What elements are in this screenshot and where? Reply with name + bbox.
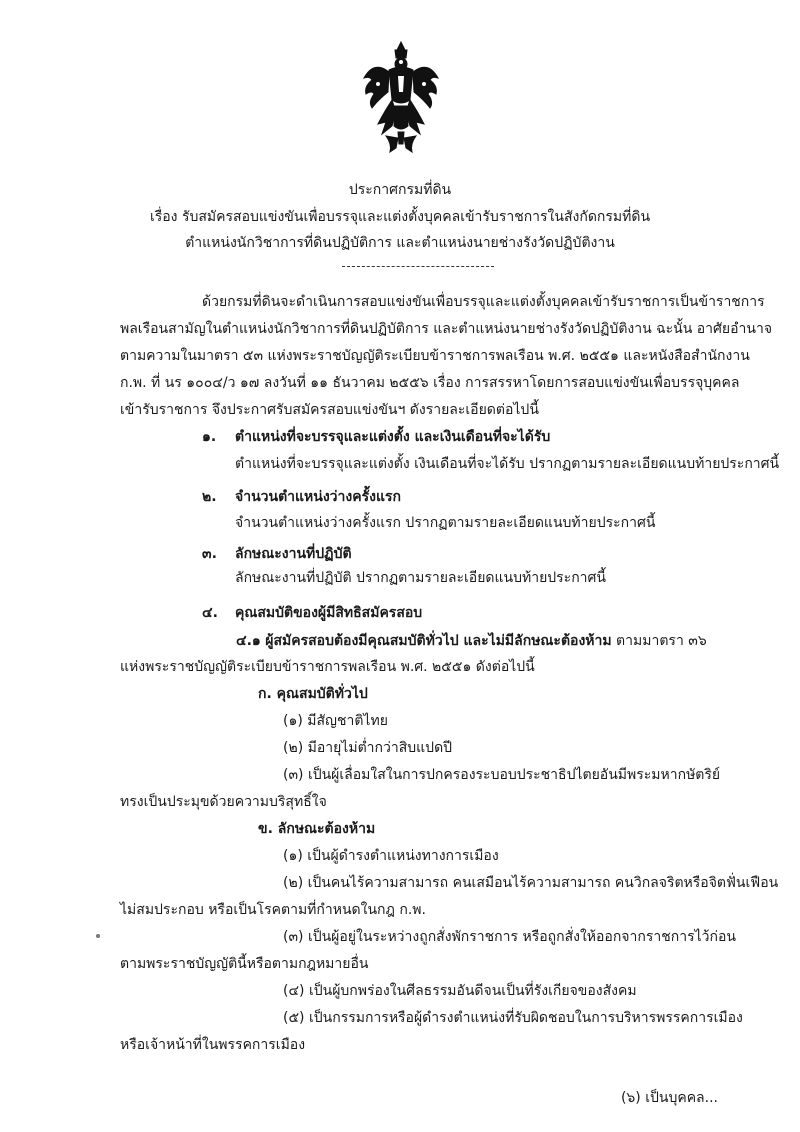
garuda-emblem-icon [362,40,440,160]
prohibition-item-3: (๓) เป็นผู้อยู่ในระหว่างถูกสั่งพักราชการ หรือถูกสั่งให้ออกจากราชการไว้ก่อน [283,929,736,945]
section-1-heading: ตำแหน่งที่จะบรรจุและแต่งตั้ง และเงินเดือนที่จะได้รับ [235,429,551,445]
announcement-title: ประกาศกรมที่ดิน [348,182,452,198]
prohibition-item-5: (๕) เป็นกรรมการหรือผู้ดำรงตำแหน่งที่รับผิดชอบในการบริหารพรรคการเมือง [283,1010,743,1026]
prohibitions-heading: ข. ลักษณะต้องห้าม [258,821,376,837]
general-item-3: (๓) เป็นผู้เลื่อมใสในการปกครองระบอบประชาธิปไตยอันมีพระมหากษัตริย์ [283,767,721,783]
section-2-number: ๒. [202,489,217,505]
section-1-number: ๑. [202,429,217,445]
section-4-heading: คุณสมบัติของผู้มีสิทธิสมัครสอบ [235,605,423,621]
intro-line-1: ด้วยกรมที่ดินจะดำเนินการสอบแข่งขันเพื่อบรรจุและแต่งตั้งบุคคลเข้ารับราชการเป็นข้าราชการ [202,294,765,310]
continued-marker: (๖) เป็นบุคคล... [620,1090,718,1106]
section-1-body: ตำแหน่งที่จะบรรจุและแต่งตั้ง เงินเดือนที่จะได้รับ ปรากฏตามรายละเอียดแนบท้ายประกาศนี้ [235,456,780,472]
subject-line-1: เรื่อง รับสมัครสอบแข่งขันเพื่อบรรจุและแต่งตั้งบุคคลเข้ารับราชการในสังกัดกรมที่ดิน [149,209,651,225]
section-2-body: จำนวนตำแหน่งว่างครั้งแรก ปรากฏตามรายละเอียดแนบท้ายประกาศนี้ [235,515,656,531]
scan-speck [96,934,100,938]
intro-line-2: พลเรือนสามัญในตำแหน่งนักวิชาการที่ดินปฏิบัติการ และตำแหน่งนายช่างรังวัดปฏิบัติงาน ฉะนั้น อาศัยอำนาจ [120,321,773,337]
section-3-number: ๓. [202,546,217,562]
prohibition-item-2: (๒) เป็นคนไร้ความสามารถ คนเสมือนไร้ความสามารถ คนวิกลจริตหรือจิตฟั่นเฟือน [283,875,779,891]
prohibition-item-5-cont: หรือเจ้าหน้าที่ในพรรคการเมือง [120,1037,306,1053]
subsection-4-1-number: ๔.๑ [236,633,261,649]
title-divider [342,266,494,267]
general-item-3-cont: ทรงเป็นประมุขด้วยความบริสุทธิ์ใจ [120,794,327,810]
section-2-heading: จำนวนตำแหน่งว่างครั้งแรก [235,489,401,505]
subsection-4-1 [236,631,707,651]
intro-line-5: เข้ารับราชการ จึงประกาศรับสมัครสอบแข่งขันฯ ดังรายละเอียดต่อไปนี้ [120,402,539,418]
prohibition-item-2-cont: ไม่สมประกอบ หรือเป็นโรคตามที่กำหนดในกฎ ก.พ. [120,902,426,918]
general-item-2: (๒) มีอายุไม่ต่ำกว่าสิบแปดปี [283,740,453,756]
general-item-1: (๑) มีสัญชาติไทย [283,713,388,729]
section-4-number: ๔. [202,605,218,621]
prohibition-item-4: (๔) เป็นผู้บกพร่องในศีลธรรมอันดีจนเป็นที่รังเกียจของสังคม [283,983,637,999]
subsection-4-1-heading: ผู้สมัครสอบต้องมีคุณสมบัติทั่วไป และไม่มีลักษณะต้องห้าม [265,633,612,649]
intro-line-4: ก.พ. ที่ นร ๑๐๐๔/ว ๑๗ ลงวันที่ ๑๑ ธันวาคม ๒๕๕๖ เรื่อง การสรรหาโดยการสอบแข่งขันเพื่อบรรจุบุคคล [120,375,740,391]
section-3-heading: ลักษณะงานที่ปฏิบัติ [235,546,352,562]
subsection-4-1-line-2: แห่งพระราชบัญญัติระเบียบข้าราชการพลเรือน พ.ศ. ๒๕๕๑ ดังต่อไปนี้ [120,659,535,675]
section-3-body: ลักษณะงานที่ปฏิบัติ ปรากฏตามรายละเอียดแนบท้ายประกาศนี้ [235,570,606,586]
subsection-4-1-rest: ตามมาตรา ๓๖ [611,633,707,649]
prohibition-item-3-cont: ตามพระราชบัญญัตินี้หรือตามกฎหมายอื่น [120,956,369,972]
intro-line-3: ตามความในมาตรา ๕๓ แห่งพระราชบัญญัติระเบียบข้าราชการพลเรือน พ.ศ. ๒๕๕๑ และหนังสือสำนักงาน [120,348,750,364]
subject-line-2: ตำแหน่งนักวิชาการที่ดินปฏิบัติการ และตำแหน่งนายช่างรังวัดปฏิบัติงาน [185,235,615,251]
general-qualifications-heading: ก. คุณสมบัติทั่วไป [258,686,368,702]
prohibition-item-1: (๑) เป็นผู้ดำรงตำแหน่งทางการเมือง [283,848,499,864]
